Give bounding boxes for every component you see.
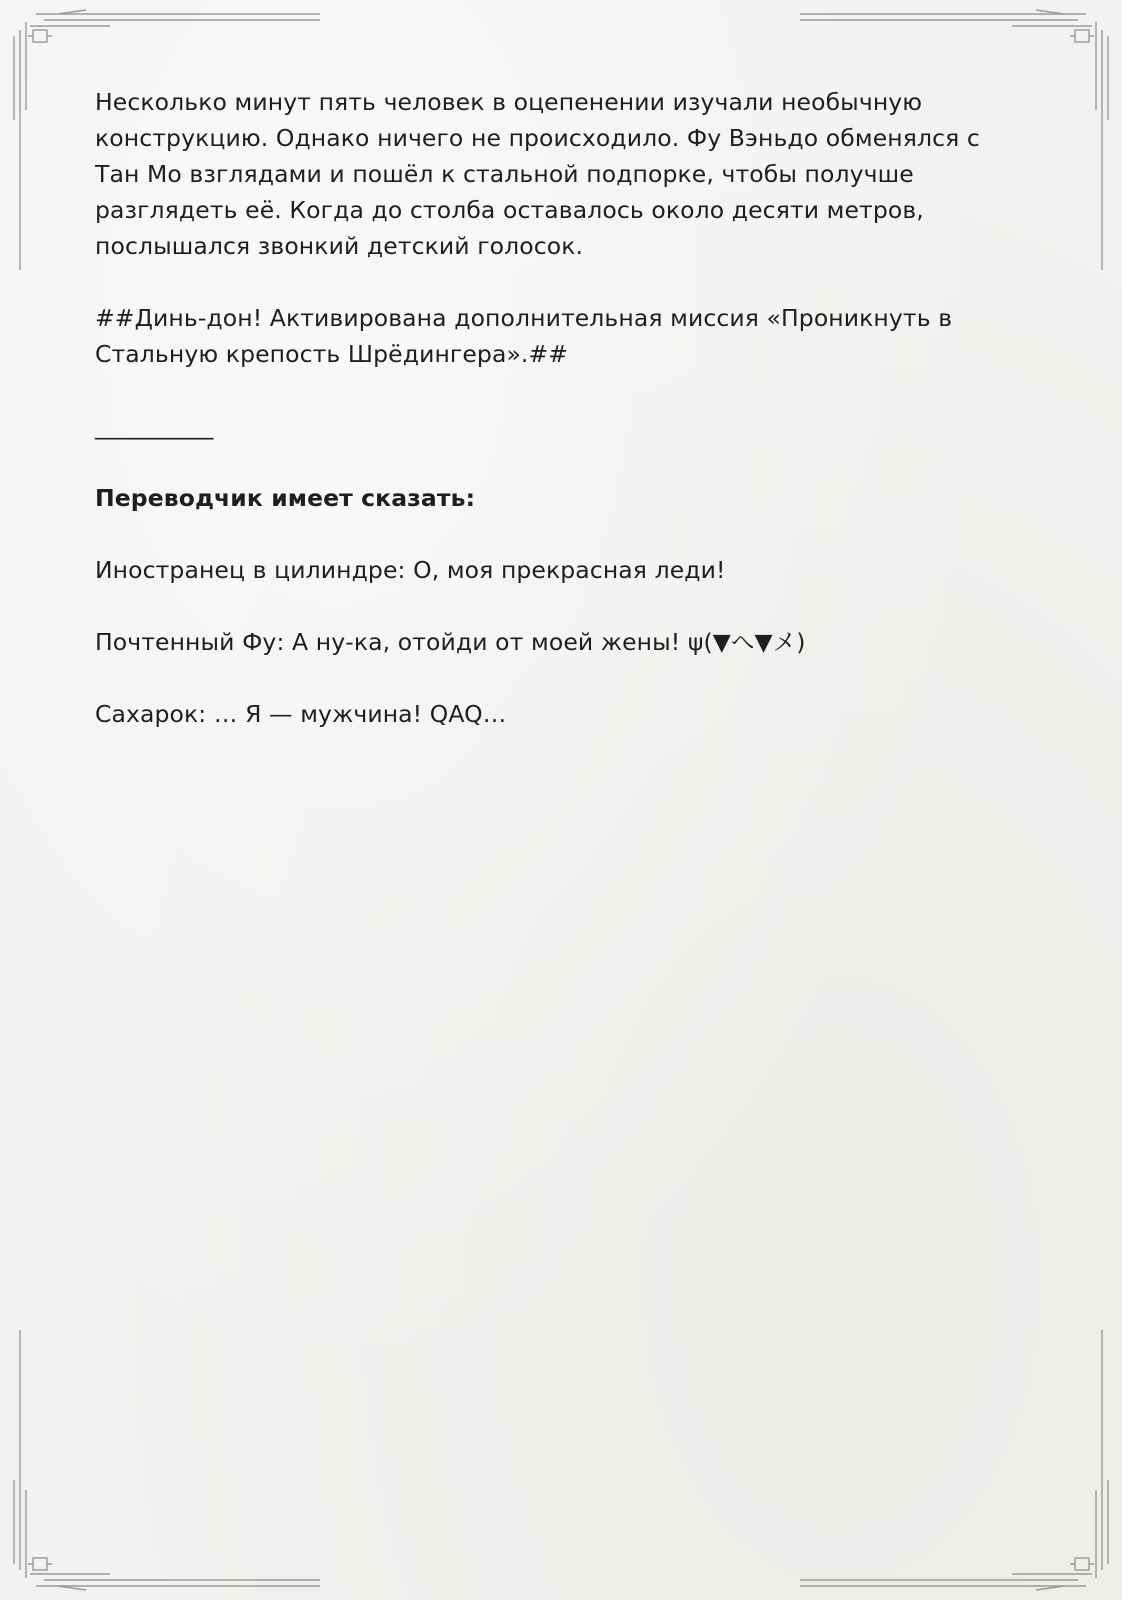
translator-note-line-2: Почтенный Фу: А ну-ка, отойди от моей жены! ψ(▼へ▼メ): [95, 628, 806, 656]
document-body: [95, 84, 1030, 768]
section-separator: __________: [95, 412, 214, 440]
translator-note-line-1: Иностранец в цилиндре: О, моя прекрасная леди!: [95, 556, 726, 584]
translator-note-line-3: Сахарок: … Я — мужчина! QAQ…: [95, 700, 507, 728]
paragraph-narrative: Несколько минут пять человек в оцепенении изучали необычную конструкцию. Однако ничего не происходило. Фу Вэньдо обменялся с Тан Мо взглядами и пошёл к стальной подпорке, чтобы получше разглядеть её. Когда до столба оставалось около десяти метров, послышался звонкий детский голосок.: [95, 88, 980, 260]
paragraph-system-message: ##Динь-дон! Активирована дополнительная миссия «Проникнуть в Стальную крепость Шрёдингера».##: [95, 304, 953, 368]
translator-note-heading: Переводчик имеет сказать:: [95, 484, 476, 512]
